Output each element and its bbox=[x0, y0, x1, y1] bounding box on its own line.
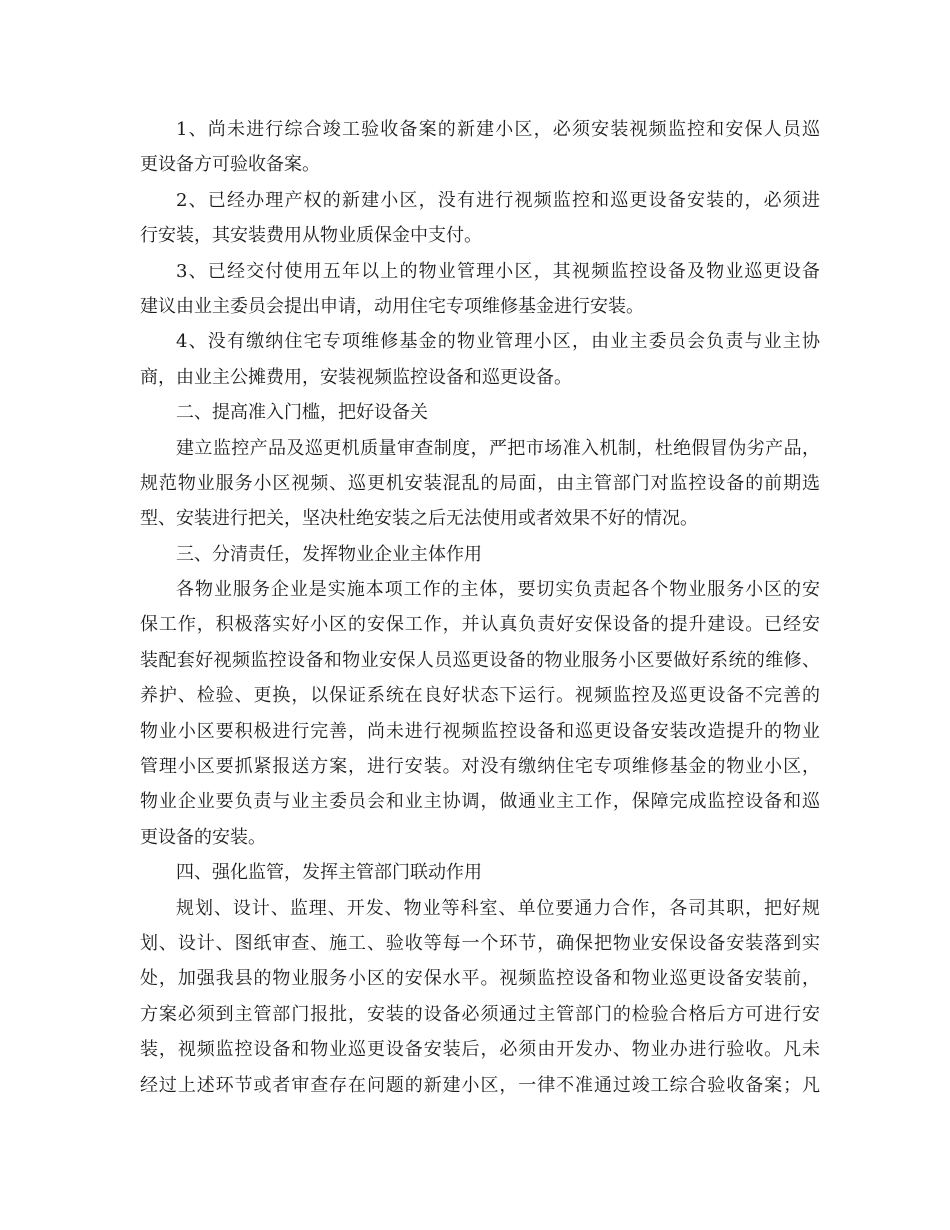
text-line: 方案必须到主管部门报批，安装的设备必须通过主管部门的检验合格后方可进行安 bbox=[140, 1003, 820, 1025]
text-line: 行安装，其安装费用从物业质保金中支付。 bbox=[140, 225, 482, 247]
text-line: 2、已经办理产权的新建小区，没有进行视频监控和巡更设备安装的，必须进 bbox=[176, 189, 820, 211]
text-line: 建立监控产品及巡更机质量审查制度，严把市场准入机制，杜绝假冒伪劣产品， bbox=[176, 437, 820, 459]
text-line: 各物业服务企业是实施本项工作的主体，要切实负责起各个物业服务小区的安 bbox=[176, 579, 820, 601]
text-line: 物业小区要积极进行完善，尚未进行视频监控设备和巡更设备安装改造提升的物业 bbox=[140, 720, 820, 742]
text-line: 养护、检验、更换，以保证系统在良好状态下运行。视频监控及巡更设备不完善的 bbox=[140, 685, 820, 707]
text-line: 1、尚未进行综合竣工验收备案的新建小区，必须安装视频监控和安保人员巡 bbox=[176, 119, 820, 140]
text-line: 规范物业服务小区视频、巡更机安装混乱的局面，由主管部门对监控设备的前期选 bbox=[140, 472, 820, 494]
text-line: 四、强化监管，发挥主管部门联动作用 bbox=[176, 862, 482, 884]
text-line: 建议由业主委员会提出申请，动用住宅专项维修基金进行安装。 bbox=[140, 295, 644, 317]
document-body bbox=[140, 112, 820, 1103]
text-line: 3、已经交付使用五年以上的物业管理小区，其视频监控设备及物业巡更设备 bbox=[176, 260, 820, 282]
text-line: 商，由业主公摊费用，安装视频监控设备和巡更设备。 bbox=[140, 366, 572, 388]
text-line: 经过上述环节或者审查存在问题的新建小区，一律不准通过竣工综合验收备案；凡 bbox=[140, 1074, 820, 1096]
text-line: 规划、设计、监理、开发、物业等科室、单位要通力合作，各司其职，把好规 bbox=[176, 897, 820, 919]
text-line: 4、没有缴纳住宅专项维修基金的物业管理小区，由业主委员会负责与业主协 bbox=[176, 331, 820, 353]
text-line: 更设备的安装。 bbox=[140, 826, 266, 848]
text-line: 处，加强我县的物业服务小区的安保水平。视频监控设备和物业巡更设备安装前， bbox=[140, 968, 820, 990]
text-line: 装，视频监控设备和物业巡更设备安装后，必须由开发办、物业办进行验收。凡未 bbox=[140, 1039, 820, 1061]
text-line: 管理小区要抓紧报送方案，进行安装。对没有缴纳住宅专项维修基金的物业小区， bbox=[140, 756, 820, 778]
text-line: 更设备方可验收备案。 bbox=[140, 154, 320, 176]
text-line: 二、提高准入门槛，把好设备关 bbox=[176, 402, 428, 424]
text-line: 三、分清责任，发挥物业企业主体作用 bbox=[176, 543, 482, 565]
text-line: 型、安装进行把关，坚决杜绝安装之后无法使用或者效果不好的情况。 bbox=[140, 508, 698, 530]
text-line: 物业企业要负责与业主委员会和业主协调，做通业主工作，保障完成监控设备和巡 bbox=[140, 791, 820, 813]
text-line: 保工作，积极落实好小区的安保工作，并认真负责好安保设备的提升建设。已经安 bbox=[140, 614, 820, 636]
text-line: 划、设计、图纸审查、施工、验收等每一个环节，确保把物业安保设备安装落到实 bbox=[140, 932, 820, 954]
text-line: 装配套好视频监控设备和物业安保人员巡更设备的物业服务小区要做好系统的维修、 bbox=[140, 649, 820, 671]
